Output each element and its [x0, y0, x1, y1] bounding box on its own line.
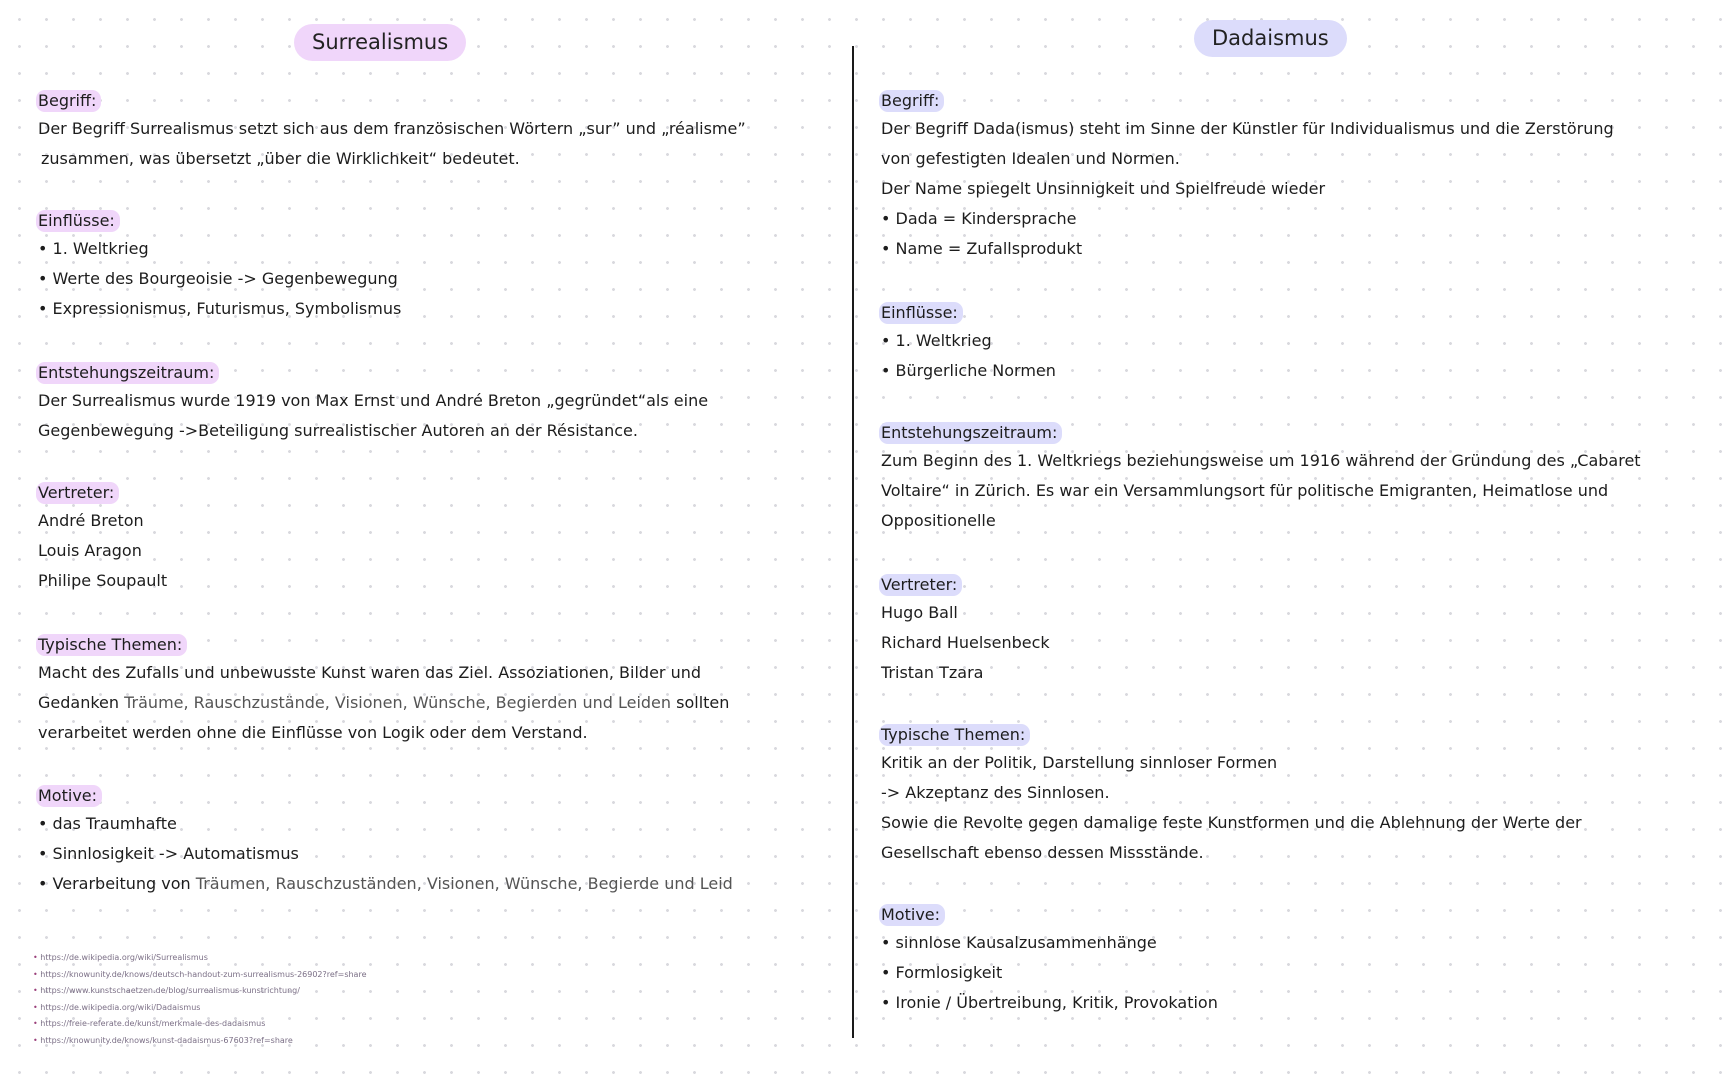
- left-einfluesse-item: • Expressionismus, Futurismus, Symbolismus: [38, 294, 401, 324]
- left-einfluesse-section: [38, 210, 401, 324]
- source-link[interactable]: • https://freie-referate.de/kunst/merkmale-des-dadaismus: [33, 1016, 367, 1033]
- right-entstehung-section: [881, 422, 1641, 536]
- left-begriff-line: zusammen, was übersetzt „über die Wirklichkeit“ bedeutet.: [41, 149, 520, 168]
- right-entstehung-line: Zum Beginn des 1. Weltkriegs beziehungsweise um 1916 während der Gründung des „Cabaret: [881, 451, 1641, 470]
- right-motive-item: • Formlosigkeit: [881, 958, 1218, 988]
- column-divider: [852, 46, 854, 1038]
- right-entstehung-line: Oppositionelle: [881, 511, 996, 530]
- sources-list: [33, 950, 367, 1049]
- left-entstehung-heading: Entstehungszeitraum:: [36, 362, 219, 384]
- left-motive-prefix: Verarbeitung von: [52, 874, 191, 893]
- source-link[interactable]: • https://de.wikipedia.org/wiki/Dadaismus: [33, 1000, 367, 1017]
- right-themen-section: [881, 724, 1582, 868]
- right-vertreter-heading: Vertreter:: [879, 574, 962, 596]
- right-vertreter-name: Tristan Tzara: [881, 663, 984, 682]
- right-themen-line: Kritik an der Politik, Darstellung sinnloser Formen: [881, 753, 1278, 772]
- right-einfluesse-item: • Bürgerliche Normen: [881, 356, 1056, 386]
- left-einfluesse-item: • 1. Weltkrieg: [38, 234, 401, 264]
- left-vertreter-name: André Breton: [38, 511, 144, 530]
- left-begriff-heading: Begriff:: [36, 90, 101, 112]
- right-vertreter-name: Hugo Ball: [881, 603, 958, 622]
- left-themen-prefix: Gedanken: [38, 693, 120, 712]
- right-einfluesse-section: [881, 302, 1056, 386]
- right-begriff-line: Der Name spiegelt Unsinnigkeit und Spielfreude wieder: [881, 179, 1326, 198]
- left-entstehung-section: [38, 362, 708, 446]
- left-themen-section: [38, 634, 729, 748]
- left-begriff-section: [38, 90, 746, 174]
- left-vertreter-heading: Vertreter:: [36, 482, 119, 504]
- left-einfluesse-item: • Werte des Bourgeoisie -> Gegenbewegung: [38, 264, 401, 294]
- left-themen-line: verarbeitet werden ohne die Einflüsse von Logik oder dem Verstand.: [38, 723, 588, 742]
- right-themen-line: Gesellschaft ebenso dessen Missstände.: [881, 843, 1204, 862]
- right-begriff-heading: Begriff:: [879, 90, 944, 112]
- dadaismus-title: Dadaismus: [1194, 20, 1347, 57]
- left-motive-item: • Sinnlosigkeit -> Automatismus: [38, 839, 733, 869]
- right-einfluesse-item: • 1. Weltkrieg: [881, 326, 1056, 356]
- left-themen-heading: Typische Themen:: [36, 634, 187, 656]
- right-motive-section: [881, 904, 1218, 1018]
- right-vertreter-name: Richard Huelsenbeck: [881, 633, 1050, 652]
- right-themen-line: -> Akzeptanz des Sinnlosen.: [881, 783, 1110, 802]
- left-entstehung-line: Gegenbewegung ->Beteiligung surrealistischer Autoren an der Résistance.: [38, 421, 638, 440]
- left-vertreter-section: [38, 482, 167, 596]
- surrealismus-title: Surrealismus: [294, 24, 466, 61]
- right-themen-line: Sowie die Revolte gegen damalige feste Kunstformen und die Ablehnung der Werte der: [881, 813, 1582, 832]
- right-begriff-line: Der Begriff Dada(ismus) steht im Sinne der Künstler für Individualismus und die Zerstörung: [881, 119, 1614, 138]
- left-motive-list: Träumen, Rauschzuständen, Visionen, Wünsche, Begierde und Leid: [195, 874, 733, 893]
- left-begriff-line: Der Begriff Surrealismus setzt sich aus dem französischen Wörtern „sur” und „réalisme”: [38, 119, 746, 138]
- right-vertreter-section: [881, 574, 1050, 688]
- left-motive-item: [38, 869, 733, 899]
- right-motive-item: • Ironie / Übertreibung, Kritik, Provokation: [881, 988, 1218, 1018]
- left-themen-suffix: sollten: [676, 693, 730, 712]
- left-motive-section: [38, 785, 733, 899]
- source-link[interactable]: • https://de.wikipedia.org/wiki/Surrealismus: [33, 950, 367, 967]
- left-themen-list: Träume, Rauschzustände, Visionen, Wünsche, Begierden und Leiden: [124, 693, 672, 712]
- right-begriff-section: [881, 90, 1614, 264]
- right-motive-item: • sinnlose Kausalzusammenhänge: [881, 928, 1218, 958]
- left-motive-item: • das Traumhafte: [38, 809, 733, 839]
- left-einfluesse-heading: Einflüsse:: [36, 210, 120, 232]
- source-link[interactable]: • https://knowunity.de/knows/kunst-dadaismus-67603?ref=share: [33, 1033, 367, 1050]
- right-themen-heading: Typische Themen:: [879, 724, 1030, 746]
- right-entstehung-line: Voltaire“ in Zürich. Es war ein Versammlungsort für politische Emigranten, Heimatlose und: [881, 481, 1609, 500]
- right-motive-heading: Motive:: [879, 904, 945, 926]
- source-link[interactable]: • https://www.kunstschaetzen.de/blog/surrealismus-kunstrichtung/: [33, 983, 367, 1000]
- left-themen-line: Macht des Zufalls und unbewusste Kunst waren das Ziel. Assoziationen, Bilder und: [38, 663, 702, 682]
- right-begriff-item: • Dada = Kindersprache: [881, 204, 1614, 234]
- left-entstehung-line: Der Surrealismus wurde 1919 von Max Ernst und André Breton „gegründet“als eine: [38, 391, 709, 410]
- left-motive-heading: Motive:: [36, 785, 102, 807]
- right-einfluesse-heading: Einflüsse:: [879, 302, 963, 324]
- right-begriff-line: von gefestigten Idealen und Normen.: [881, 149, 1180, 168]
- source-link[interactable]: • https://knowunity.de/knows/deutsch-handout-zum-surrealismus-26902?ref=share: [33, 967, 367, 984]
- right-begriff-item: • Name = Zufallsprodukt: [881, 234, 1614, 264]
- left-vertreter-name: Louis Aragon: [38, 541, 142, 560]
- left-themen-line: [38, 688, 729, 718]
- right-entstehung-heading: Entstehungszeitraum:: [879, 422, 1062, 444]
- left-vertreter-name: Philipe Soupault: [38, 571, 168, 590]
